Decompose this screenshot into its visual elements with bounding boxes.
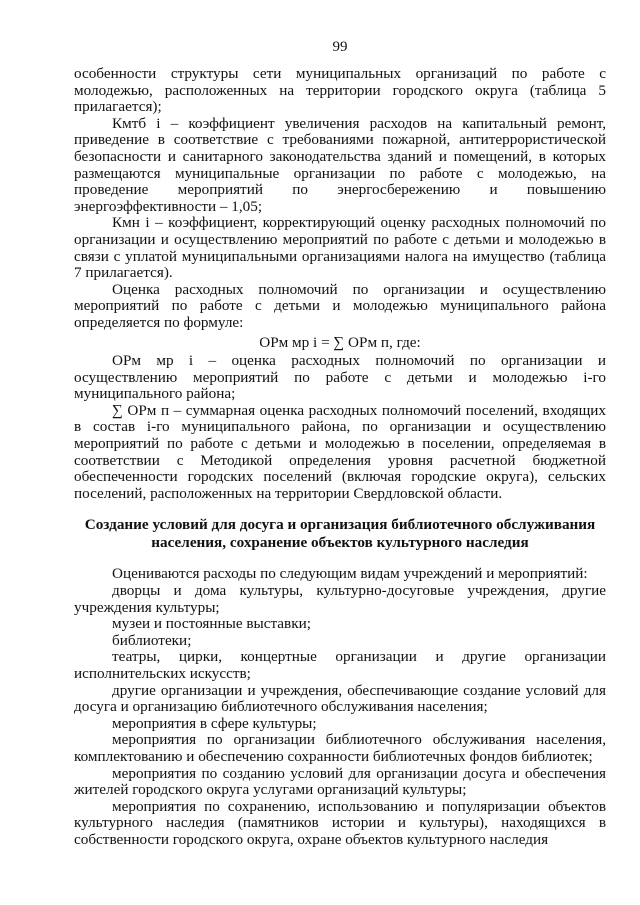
paragraph-formula-intro: Оценка расходных полномочий по организации и осуществлению мероприятий по работе с детьми и молодежью муниципального района определяется по формуле:: [74, 280, 606, 331]
body-text-top: [74, 66, 606, 502]
list-item-library-services: мероприятия по организации библиотечного обслуживания населения, комплектованию и обеспечению сохранности библиотечных фондов библиотек;: [74, 731, 606, 765]
paragraph-sum-orm-definition: ∑ ОРм п – суммарная оценка расходных полномочий поселений, входящих в состав i-го муниципального района, по организации и осуществлению мероприятий по работе с детьми и молодежью в поселении, определяемая в соответствии с Методикой определения уровня расчетной бюджетной обеспеченности городских поселений (включая городские округа), сельских поселений, расположенных на территории Свердловской области.: [74, 401, 606, 502]
paragraph-kmn-coefficient: Кмн i – коэффициент, корректирующий оценку расходных полномочий по организации и осуществлению мероприятий по работе с детьми и молодежью в связи с уплатой муниципальными организациями налога на имущество (таблица 7 прилагается).: [74, 214, 606, 282]
paragraph-structure-note: особенности структуры сети муниципальных организаций по работе с молодежью, расположенных на территории городского округа (таблица 5 прилагается);: [74, 65, 606, 116]
list-item-theaters: театры, цирки, концертные организации и другие организации исполнительских искусств;: [74, 648, 606, 682]
paragraph-expense-types-intro: Оцениваются расходы по следующим видам учреждений и мероприятий:: [112, 565, 588, 583]
list-item-culture-houses: дворцы и дома культуры, культурно-досуговые учреждения, другие учреждения культуры;: [74, 582, 606, 616]
body-text-bottom: [74, 566, 606, 848]
list-item-culture-events: мероприятия в сфере культуры;: [112, 714, 317, 732]
list-item-other-organizations: другие организации и учреждения, обеспечивающие создание условий для досуга и организацию библиотечного обслуживания населения;: [74, 681, 606, 716]
paragraph-kmtb-coefficient: Кмтб i – коэффициент увеличения расходов на капитальный ремонт, приведение в соответствие с требованиями пожарной, антитеррористической безопасности и санитарного законодательства зданий и помещений, в которых размещаются муниципальные организации по работе с молодежью, на проведение мероприятий по энергосбережению и повышению энергоэффективности – 1,05;: [74, 114, 606, 215]
list-item-heritage-preservation: мероприятия по сохранению, использованию и популяризации объектов культурного наследия (памятников истории и культуры), находящихся в собственности городского округа, охране объектов культурного наследия: [74, 797, 606, 848]
paragraph-orm-definition: ОРм мр i – оценка расходных полномочий по организации и осуществлению мероприятий по работе с детьми и молодежью i-го муниципального района;: [74, 352, 606, 403]
list-item-leisure-conditions: мероприятия по созданию условий для организации досуга и обеспечения жителей городского округа услугами организаций культуры;: [74, 764, 606, 799]
section-spacer: [74, 552, 606, 566]
section-heading: Создание условий для досуга и организация библиотечного обслуживания населения, сохранение объектов культурного наследия: [84, 516, 596, 552]
list-item-libraries: библиотеки;: [112, 631, 192, 649]
formula: ОРм мр i = ∑ ОРм п, где:: [259, 333, 421, 351]
list-item-museums: музеи и постоянные выставки;: [112, 615, 311, 633]
page-number: 99: [332, 39, 348, 55]
